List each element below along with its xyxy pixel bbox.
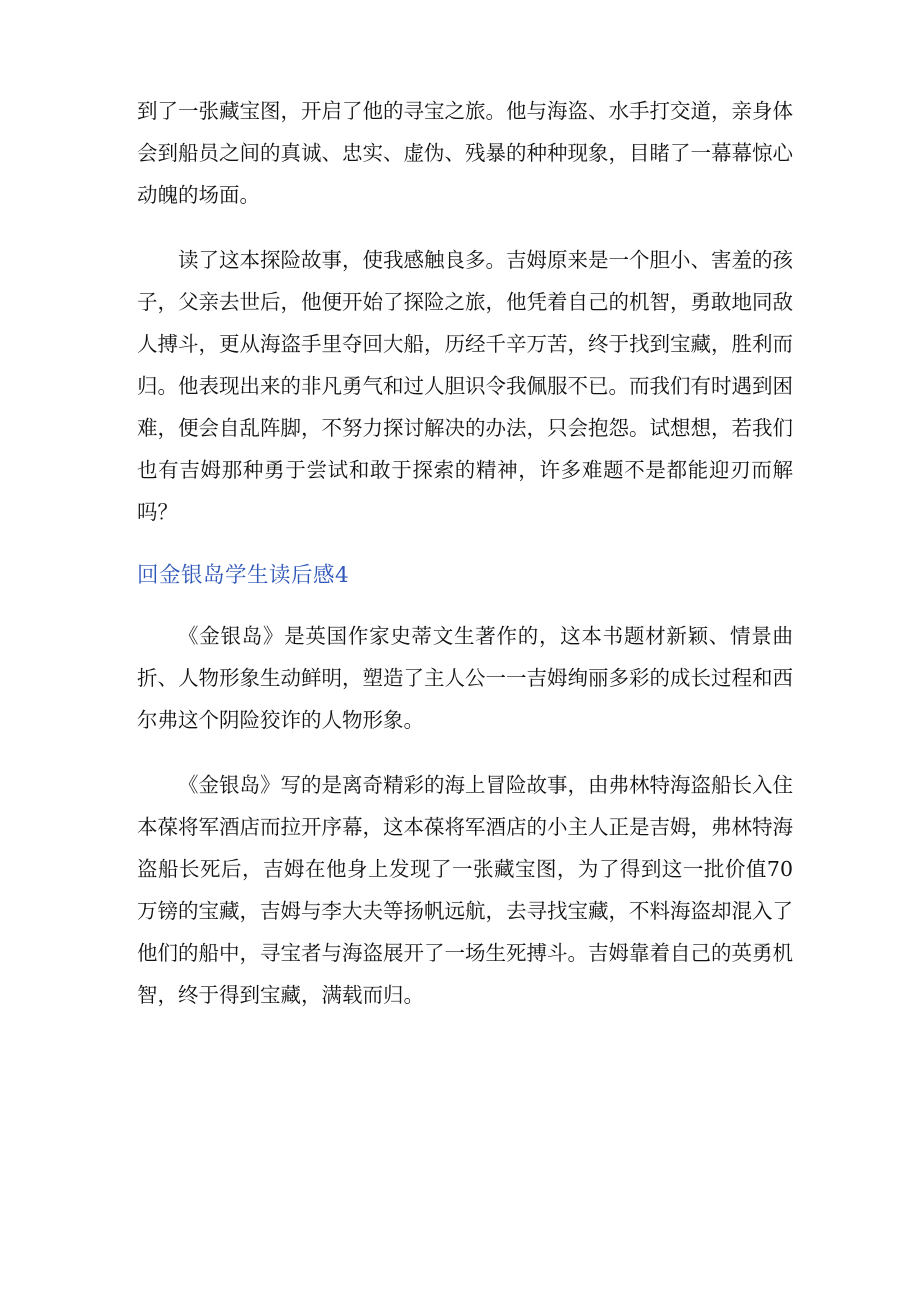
section-heading: 回金银岛学生读后感4 [137, 563, 350, 588]
paragraph-book-introduction: 《金银岛》是英国作家史蒂文生著作的，这本书题材新颖、情景曲折、人物形象生动鲜明，塑造了主人公一一吉姆绚丽多彩的成长过程和西尔弗这个阴险狡诈的人物形象。 [137, 624, 793, 732]
document-body [137, 90, 793, 1016]
paragraph-story-summary: 《金银岛》写的是离奇精彩的海上冒险故事，由弗林特海盗船长入住本葆将军酒店而拉开序幕，这本葆将军酒店的小主人正是吉姆，弗林特海盗船长死后，吉姆在他身上发现了一张藏宝图，为了得到这一批价值70万镑的宝藏，吉姆与李大夫等扬帆远航，去寻找宝藏，不料海盗却混入了他们的船中，寻宝者与海盗展开了一场生死搏斗。吉姆靠着自己的英勇机智，终于得到宝藏，满载而归。 [137, 773, 793, 1007]
paragraph-treasure-map-continuation: 到了一张藏宝图，开启了他的寻宝之旅。他与海盗、水手打交道，亲身体会到船员之间的真诚、忠实、虚伪、残暴的种种现象，目睹了一幕幕惊心动魄的场面。 [137, 99, 793, 207]
paragraph-reflection: 读了这本探险故事，使我感触良多。吉姆原来是一个胆小、害羞的孩子，父亲去世后，他便开始了探险之旅，他凭着自己的机智，勇敢地同敌人搏斗，更从海盗手里夺回大船，历经千辛万苦，终于找到宝藏，胜利而归。他表现出来的非凡勇气和过人胆识令我佩服不已。而我们有时遇到困难，便会自乱阵脚，不努力探讨解决的办法，只会抱怨。试想想，若我们也有吉姆那种勇于尝试和敢于探索的精神，许多难题不是都能迎刃而解吗？ [137, 248, 793, 524]
